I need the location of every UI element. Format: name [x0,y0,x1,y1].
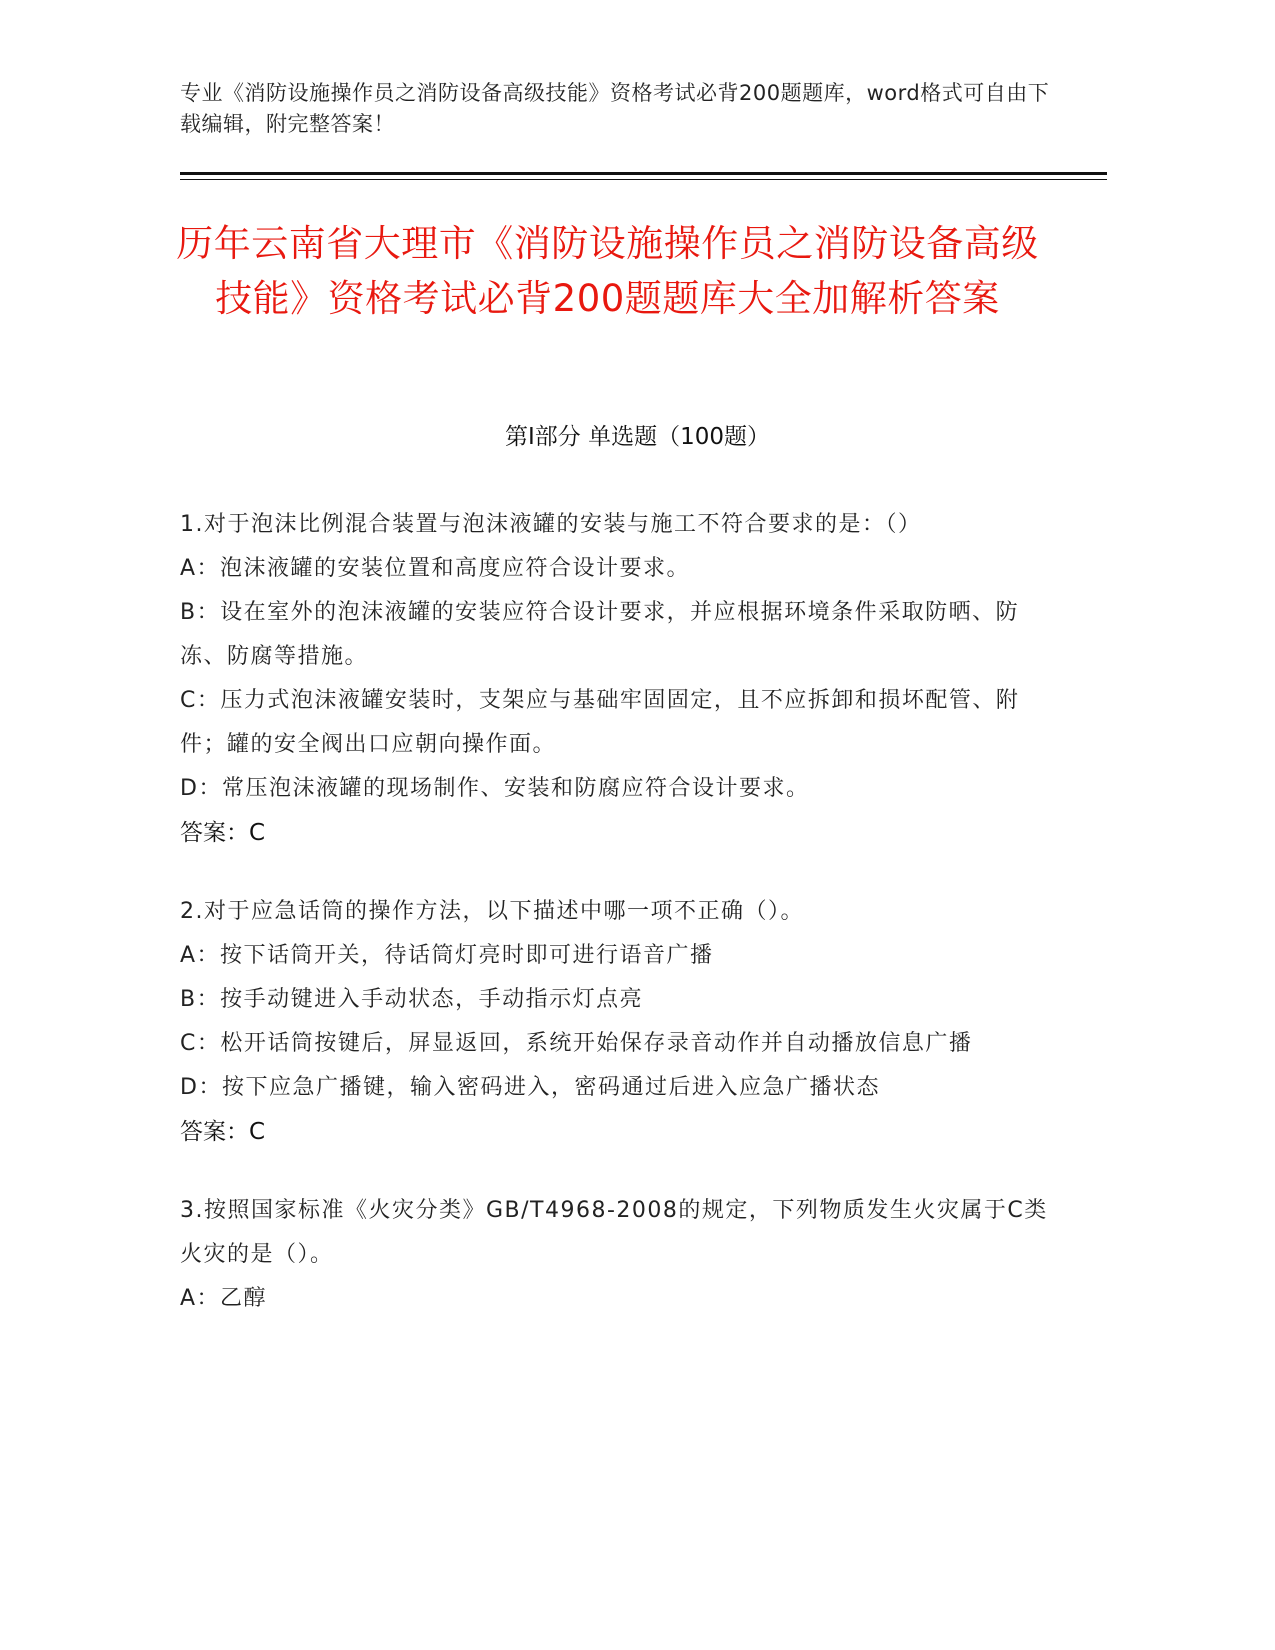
header-divider-thin [180,179,1107,180]
header-divider-thick [180,172,1107,175]
document-title: 历年云南省大理市《消防设施操作员之消防设备高级技能》资格考试必背200题题库大全加解析答案 [176,222,1039,320]
option-b: B：按手动键进入手动状态，手动指示灯点亮 [180,987,644,1012]
option-a: A：乙醇 [180,1286,268,1311]
answer-line: 答案：C [180,820,266,846]
option-c: C：松开话筒按键后，屏显返回，系统开始保存录音动作并自动播放信息广播 [180,1031,973,1056]
option-c: C：压力式泡沫液罐安装时，支架应与基础牢固固定，且不应拆卸和损坏配管、附件；罐的安全阀出口应朝向操作面。 [180,688,1020,757]
option-b: B：设在室外的泡沫液罐的安装应符合设计要求，并应根据环境条件采取防晒、防冻、防腐等措施。 [180,600,1020,669]
answer-line: 答案：C [180,1119,266,1145]
option-d: D：常压泡沫液罐的现场制作、安装和防腐应符合设计要求。 [180,776,810,801]
question-stem: 2.对于应急话筒的操作方法，以下描述中哪一项不正确（）。 [180,899,804,924]
question-list [180,503,1050,1356]
question-stem: 3.按照国家标准《火灾分类》GB/T4968-2008的规定，下列物质发生火灾属于C类火灾的是（）。 [180,1198,1048,1267]
option-a: A：泡沫液罐的安装位置和高度应符合设计要求。 [180,556,691,581]
question-item [180,890,1050,1154]
question-stem: 1.对于泡沫比例混合装置与泡沫液罐的安装与施工不符合要求的是：（） [180,512,922,537]
option-a: A：按下话筒开关，待话筒灯亮时即可进行语音广播 [180,943,714,968]
question-item [180,1189,1050,1321]
option-d: D：按下应急广播键，输入密码进入，密码通过后进入应急广播状态 [180,1075,880,1100]
question-item [180,503,1050,855]
header-note: 专业《消防设施操作员之消防设备高级技能》资格考试必背200题题库，word格式可自由下载编辑，附完整答案！ [180,81,1050,136]
section-heading: 第Ⅰ部分 单选题（100题） [505,424,770,450]
